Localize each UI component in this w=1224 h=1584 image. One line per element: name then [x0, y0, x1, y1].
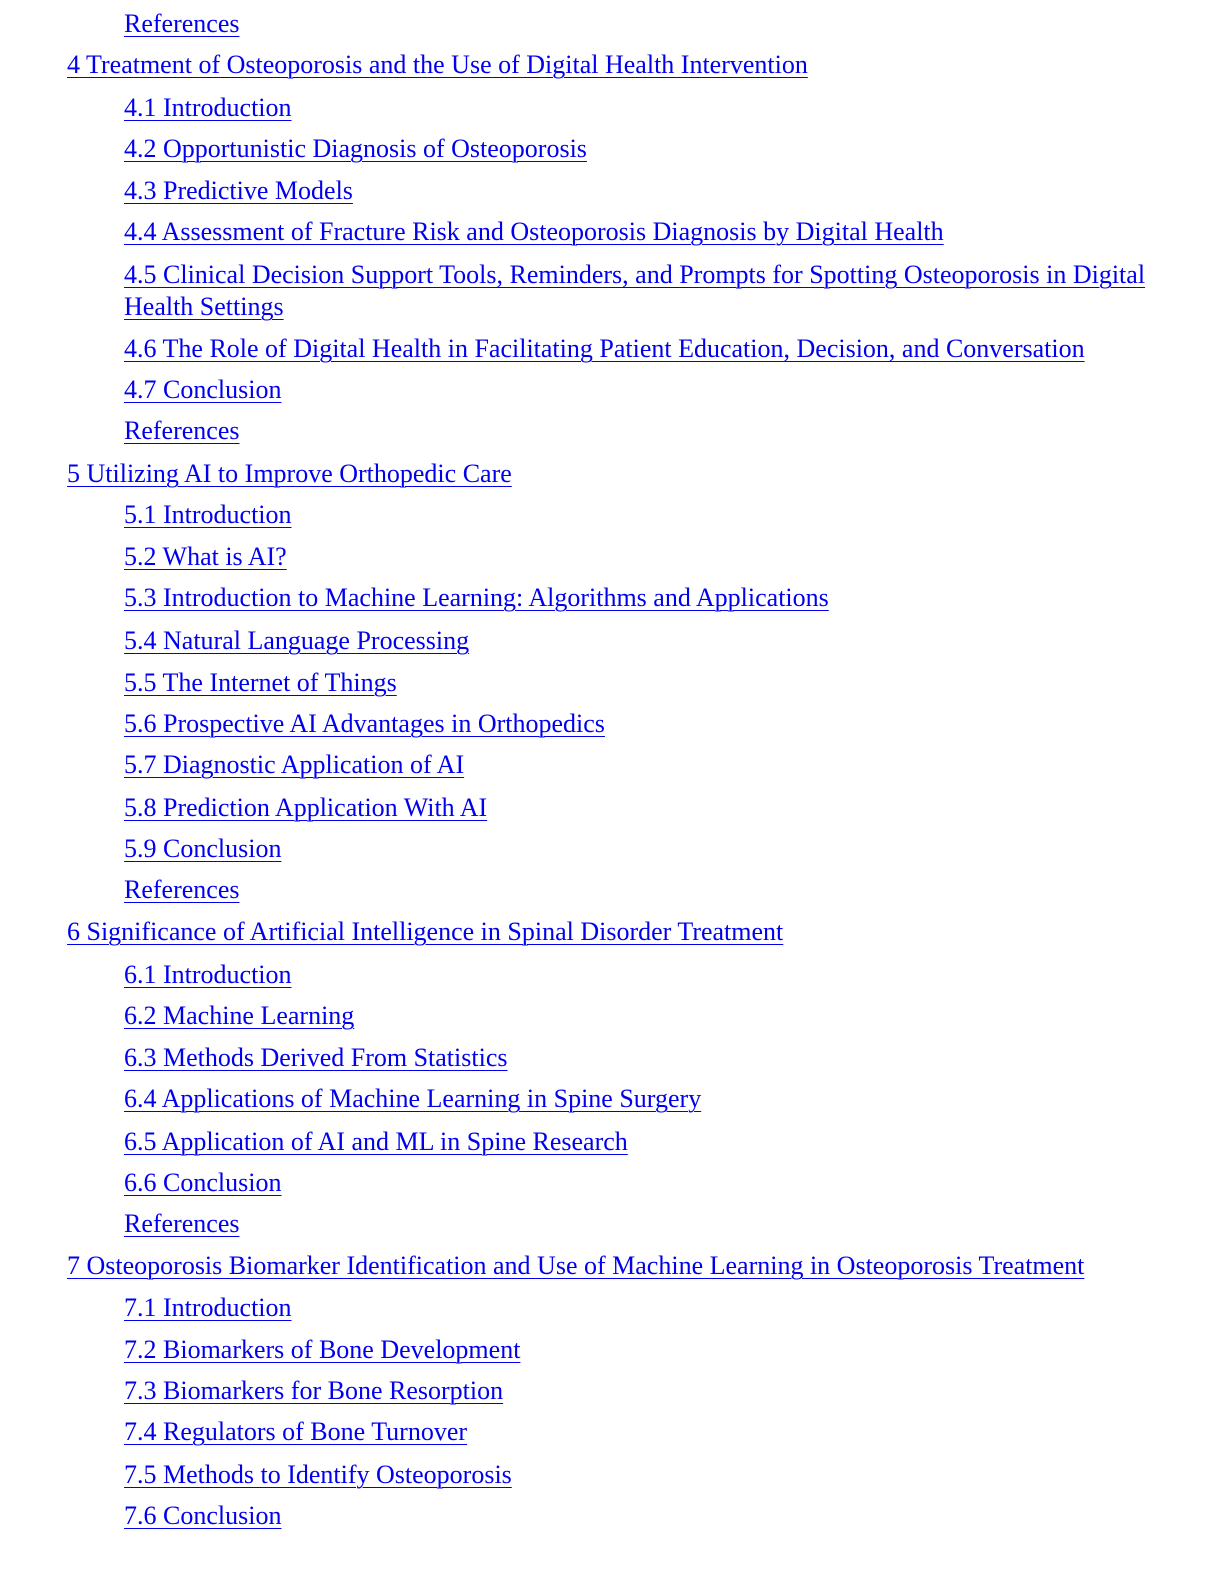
toc-link-section-5-8[interactable]: 5.8 Prediction Application With AI — [124, 793, 488, 822]
toc-link-section-7-4[interactable]: 7.4 Regulators of Bone Turnover — [124, 1417, 468, 1446]
toc-link-section-4-2[interactable]: 4.2 Opportunistic Diagnosis of Osteoporosis — [124, 134, 587, 163]
toc-link-references[interactable]: References — [124, 875, 240, 904]
toc-link-section-7-6[interactable]: 7.6 Conclusion — [124, 1501, 282, 1530]
toc-link-chapter-7[interactable]: 7 Osteoporosis Biomarker Identification and Use of Machine Learning in Osteoporosis Treatment — [67, 1251, 1085, 1280]
toc-link-section-7-1[interactable]: 7.1 Introduction — [124, 1293, 292, 1322]
toc-link-section-5-1[interactable]: 5.1 Introduction — [124, 500, 292, 529]
toc-link-chapter-5[interactable]: 5 Utilizing AI to Improve Orthopedic Care — [67, 459, 512, 488]
toc-link-references[interactable]: References — [124, 416, 240, 445]
toc-link-section-6-4[interactable]: 6.4 Applications of Machine Learning in Spine Surgery — [124, 1084, 702, 1113]
toc-link-section-6-2[interactable]: 6.2 Machine Learning — [124, 1001, 355, 1030]
toc-link-section-5-4[interactable]: 5.4 Natural Language Processing — [124, 626, 470, 655]
toc-link-section-4-1[interactable]: 4.1 Introduction — [124, 93, 292, 122]
toc-link-section-7-3[interactable]: 7.3 Biomarkers for Bone Resorption — [124, 1376, 504, 1405]
toc-link-section-4-5[interactable]: 4.5 Clinical Decision Support Tools, Reminders, and Prompts for Spotting Osteoporosis in Digital Health Settings — [124, 260, 1146, 321]
toc-link-section-7-2[interactable]: 7.2 Biomarkers of Bone Development — [124, 1335, 521, 1364]
toc-link-section-6-3[interactable]: 6.3 Methods Derived From Statistics — [124, 1043, 508, 1072]
toc-link-section-5-7[interactable]: 5.7 Diagnostic Application of AI — [124, 750, 465, 779]
toc-link-references[interactable]: References — [124, 9, 240, 38]
toc-link-section-4-6[interactable]: 4.6 The Role of Digital Health in Facilitating Patient Education, Decision, and Conversation — [124, 334, 1085, 363]
toc-link-section-5-3[interactable]: 5.3 Introduction to Machine Learning: Algorithms and Applications — [124, 583, 829, 612]
toc-link-section-5-9[interactable]: 5.9 Conclusion — [124, 834, 282, 863]
toc-link-section-7-5[interactable]: 7.5 Methods to Identify Osteoporosis — [124, 1460, 512, 1489]
toc-link-section-5-5[interactable]: 5.5 The Internet of Things — [124, 668, 397, 697]
toc-link-section-5-6[interactable]: 5.6 Prospective AI Advantages in Orthopedics — [124, 709, 605, 738]
toc-link-section-4-3[interactable]: 4.3 Predictive Models — [124, 176, 353, 205]
toc-link-section-6-1[interactable]: 6.1 Introduction — [124, 960, 292, 989]
toc-link-chapter-6[interactable]: 6 Significance of Artificial Intelligence in Spinal Disorder Treatment — [67, 917, 784, 946]
toc-link-section-5-2[interactable]: 5.2 What is AI? — [124, 542, 287, 571]
toc-link-section-6-5[interactable]: 6.5 Application of AI and ML in Spine Research — [124, 1127, 628, 1156]
toc-link-chapter-4[interactable]: 4 Treatment of Osteoporosis and the Use of Digital Health Intervention — [67, 50, 808, 79]
toc-link-section-6-6[interactable]: 6.6 Conclusion — [124, 1168, 282, 1197]
toc-link-references[interactable]: References — [124, 1209, 240, 1238]
toc-link-section-4-7[interactable]: 4.7 Conclusion — [124, 375, 282, 404]
toc-link-section-4-4[interactable]: 4.4 Assessment of Fracture Risk and Osteoporosis Diagnosis by Digital Health — [124, 217, 944, 246]
